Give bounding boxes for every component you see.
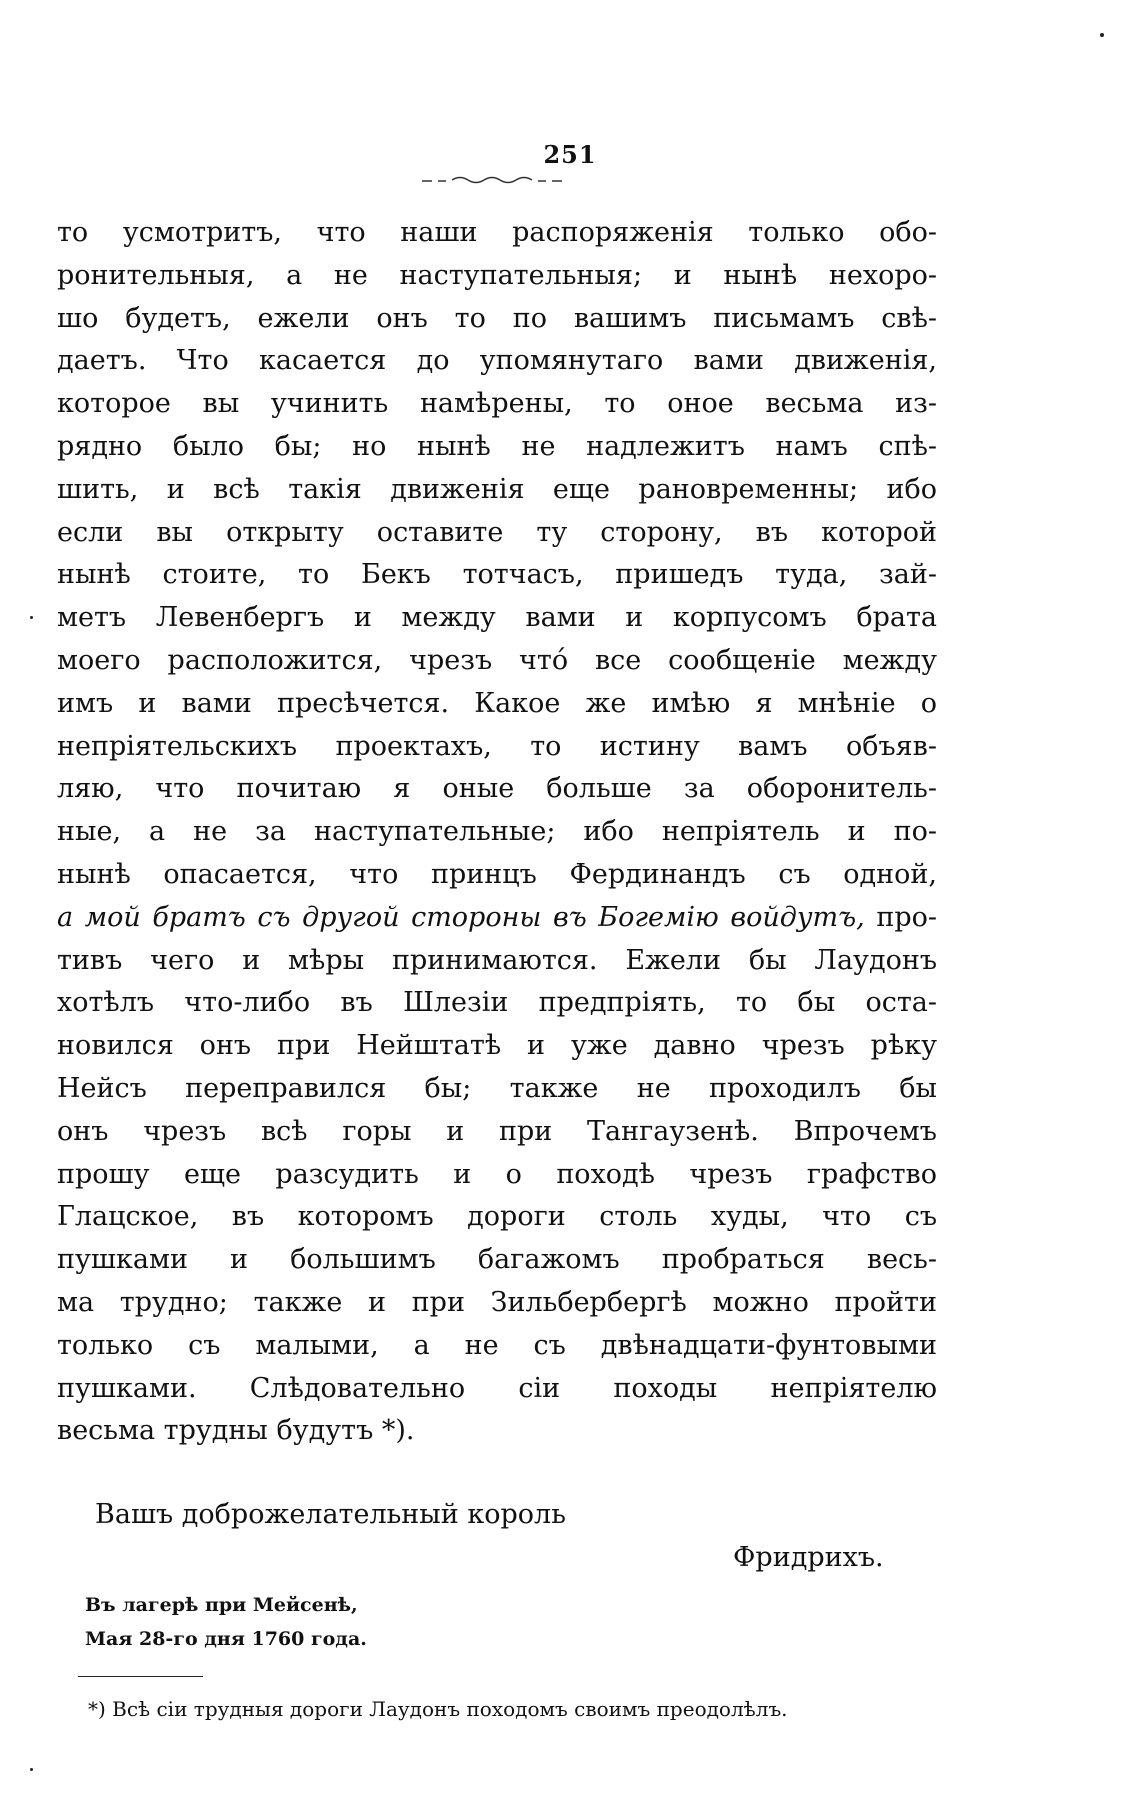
- text-line: онъ чрезъ всѣ горы и при Тангаузенѣ. Впрочемъ: [57, 1115, 937, 1147]
- text-line: нынѣ стоите, то Бекъ тотчасъ, пришедъ туда, зай-: [57, 559, 937, 591]
- text-line: шо будетъ, ежели онъ то по вашимъ письмамъ свѣ-: [57, 302, 937, 334]
- decorative-rule: [420, 173, 570, 187]
- text-line: ные, а не за наступательные; ибо непріятель и по-: [57, 816, 937, 848]
- text-line: Нейсъ переправился бы; также не проходилъ бы: [57, 1072, 937, 1104]
- text-line: ронительныя, а не наступательныя; и нынѣ нехоро-: [57, 259, 937, 291]
- text-tail: про-: [864, 901, 937, 933]
- text-line: хотѣлъ что-либо въ Шлезіи предпріять, то бы оста-: [57, 987, 937, 1019]
- text-line: шить, и всѣ такія движенія еще рановременны; ибо: [57, 473, 937, 505]
- footnote-divider: [78, 1676, 203, 1677]
- text-line: пушками и большимъ багажомъ пробраться весь-: [57, 1244, 937, 1276]
- text-line-mixed: [57, 897, 937, 940]
- dateline-date: Мая 28-го дня 1760 года.: [85, 1628, 367, 1650]
- text-line: пушками. Слѣдовательно сіи походы непріятелю: [57, 1372, 937, 1404]
- text-line: непріятельскихъ проектахъ, то истину вамъ объяв-: [57, 730, 937, 762]
- italic-phrase: а мой братъ съ другой стороны въ Богемію войдутъ,: [57, 901, 865, 933]
- scan-speck: [30, 1768, 33, 1771]
- letter-body: [57, 212, 937, 1453]
- text-line: то усмотритъ, что наши распоряженія только обо-: [57, 217, 937, 248]
- text-line: которое вы учинить намѣрены, то оное весьма из-: [57, 388, 937, 420]
- signature: Фридрихъ.: [733, 1542, 884, 1573]
- text-line: имъ и вами пресѣчется. Какое же имѣю я мнѣніе о: [57, 687, 937, 719]
- text-line: нынѣ опасается, что принцъ Фердинандъ съ одной,: [57, 858, 937, 890]
- text-line: прошу еще разсудить и о походѣ чрезъ графство: [57, 1158, 937, 1190]
- text-line: метъ Левенбергъ и между вами и корпусомъ брата: [57, 602, 937, 634]
- text-line: моего расположится, чрезъ чтó все сообщеніе между: [57, 644, 937, 676]
- closing-salutation: Вашъ доброжелательный король: [95, 1499, 566, 1530]
- text-line: даетъ. Что касается до упомянутаго вами движенія,: [57, 345, 937, 377]
- scan-speck: [1100, 33, 1104, 37]
- text-line: только съ малыми, а не съ двѣнадцати-фунтовыми: [57, 1329, 937, 1361]
- text-line: ляю, что почитаю я оные больше за оборонитель-: [57, 773, 937, 805]
- text-line: рядно было бы; но нынѣ не надлежитъ намъ спѣ-: [57, 430, 937, 462]
- page-number: 251: [543, 140, 597, 169]
- text-line: ма трудно; также и при Зильбербергѣ можно пройти: [57, 1286, 937, 1318]
- footnote: *) Всѣ сіи трудныя дороги Лаудонъ походомъ своимъ преодолѣлъ.: [88, 1697, 788, 1721]
- text-line: тивъ чего и мѣры принимаются. Ежели бы Лаудонъ: [57, 944, 937, 976]
- text-line: если вы открыту оставите ту сторону, въ которой: [57, 516, 937, 548]
- text-line: Глацское, въ которомъ дороги столь худы, что съ: [57, 1201, 937, 1233]
- scan-speck: [30, 616, 33, 619]
- text-line: новился онъ при Нейштатѣ и уже давно чрезъ рѣку: [57, 1030, 937, 1062]
- dateline-place: Въ лагерѣ при Мейсенѣ,: [85, 1594, 358, 1616]
- text-line: весьма трудны будутъ *).: [57, 1415, 415, 1447]
